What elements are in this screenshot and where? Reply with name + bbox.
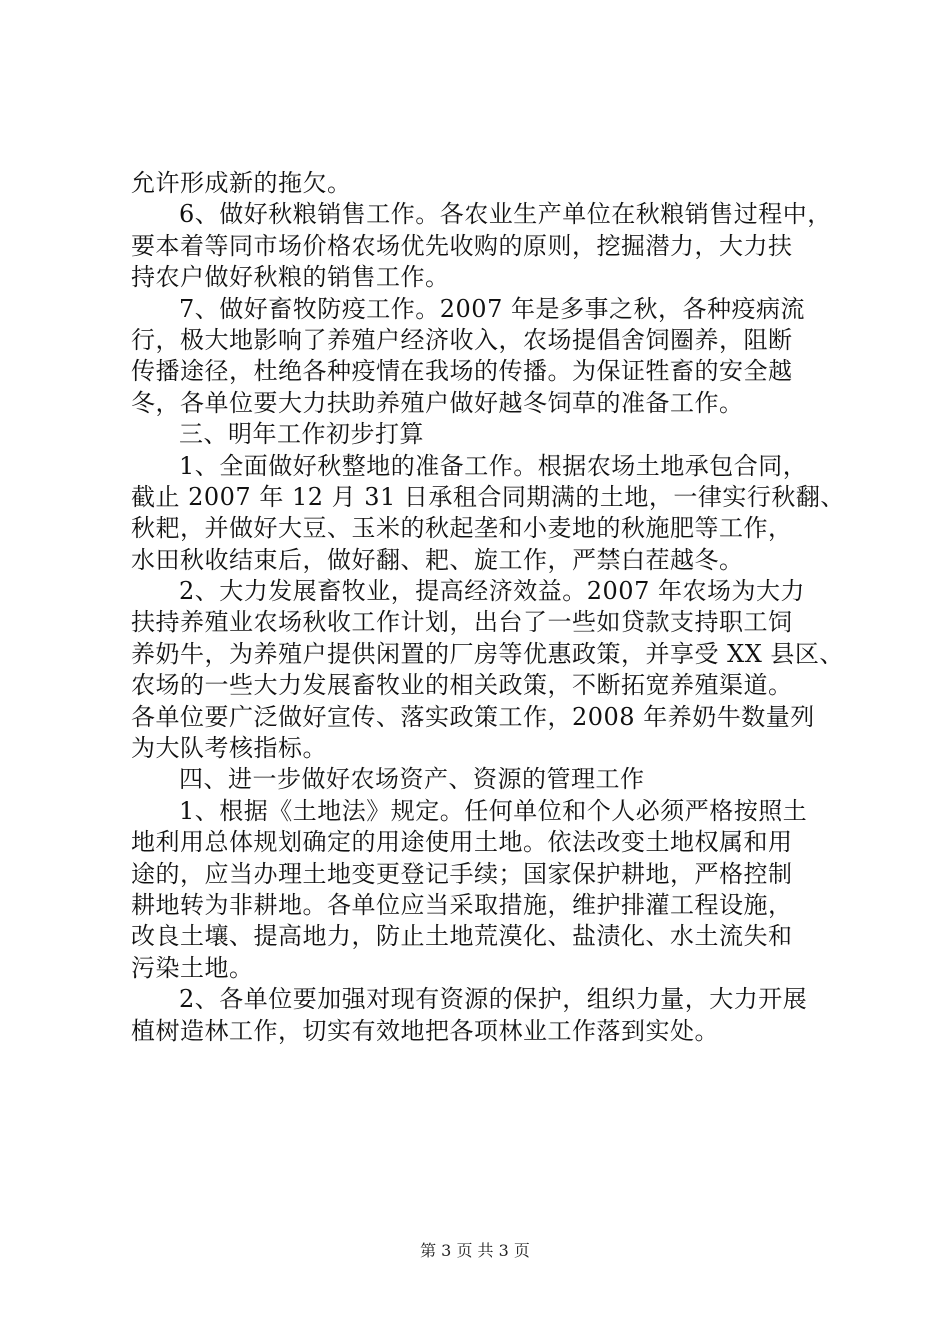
text-line: 污染土地。 <box>131 953 254 982</box>
text-line: 2、大力发展畜牧业，提高经济效益。2007 年农场为大力 <box>179 577 805 606</box>
text-line: 1、全面做好秋整地的准备工作。根据农场土地承包合同， <box>179 451 808 480</box>
text-line: 为大队考核指标。 <box>131 734 327 763</box>
text-line: 途的，应当办理土地变更登记手续；国家保护耕地，严格控制 <box>131 859 793 888</box>
text-line: 各单位要广泛做好宣传、落实政策工作，2008 年养奶牛数量列 <box>131 702 815 731</box>
text-line: 行，极大地影响了养殖户经济收入，农场提倡舍饲圈养，阻断 <box>131 325 793 354</box>
text-line: 持农户做好秋粮的销售工作。 <box>131 263 450 292</box>
text-line: 植树造林工作，切实有效地把各项林业工作落到实处。 <box>131 1016 719 1045</box>
text-line: 四、进一步做好农场资产、资源的管理工作 <box>179 765 645 794</box>
text-line: 6、做好秋粮销售工作。各农业生产单位在秋粮销售过程中， <box>179 200 832 229</box>
text-line: 7、做好畜牧防疫工作。2007 年是多事之秋，各种疫病流 <box>179 294 805 323</box>
page-footer: 第 3 页 共 3 页 <box>420 1241 530 1260</box>
text-line: 秋耙，并做好大豆、玉米的秋起垄和小麦地的秋施肥等工作， <box>131 514 793 543</box>
text-line: 三、明年工作初步打算 <box>179 420 424 449</box>
document-body <box>131 168 845 1047</box>
text-line: 水田秋收结束后，做好翻、耙、旋工作，严禁白茬越冬。 <box>131 545 744 574</box>
text-line: 农场的一些大力发展畜牧业的相关政策，不断拓宽养殖渠道。 <box>131 671 793 700</box>
text-line: 要本着等同市场价格农场优先收购的原则，挖掘潜力，大力扶 <box>131 231 793 260</box>
text-line: 冬，各单位要大力扶助养殖户做好越冬饲草的准备工作。 <box>131 388 744 417</box>
text-line: 2、各单位要加强对现有资源的保护，组织力量，大力开展 <box>179 985 808 1014</box>
text-line: 传播途径，杜绝各种疫情在我场的传播。为保证牲畜的安全越 <box>131 357 793 386</box>
text-line: 改良土壤、提高地力，防止土地荒漠化、盐渍化、水土流失和 <box>131 922 793 951</box>
text-line: 允许形成新的拖欠。 <box>131 169 352 197</box>
text-line: 养奶牛，为养殖户提供闲置的厂房等优惠政策，并享受 XX 县区、 <box>131 639 844 668</box>
text-line: 1、根据《土地法》规定。任何单位和个人必须严格按照土 <box>179 796 808 825</box>
text-line: 耕地转为非耕地。各单位应当采取措施，维护排灌工程设施， <box>131 890 793 919</box>
text-line: 截止 2007 年 12 月 31 日承租合同期满的土地，一律实行秋翻、 <box>131 482 845 511</box>
text-line: 地利用总体规划确定的用途使用土地。依法改变土地权属和用 <box>131 828 793 857</box>
text-line: 扶持养殖业农场秋收工作计划，出台了一些如贷款支持职工饲 <box>131 608 793 637</box>
